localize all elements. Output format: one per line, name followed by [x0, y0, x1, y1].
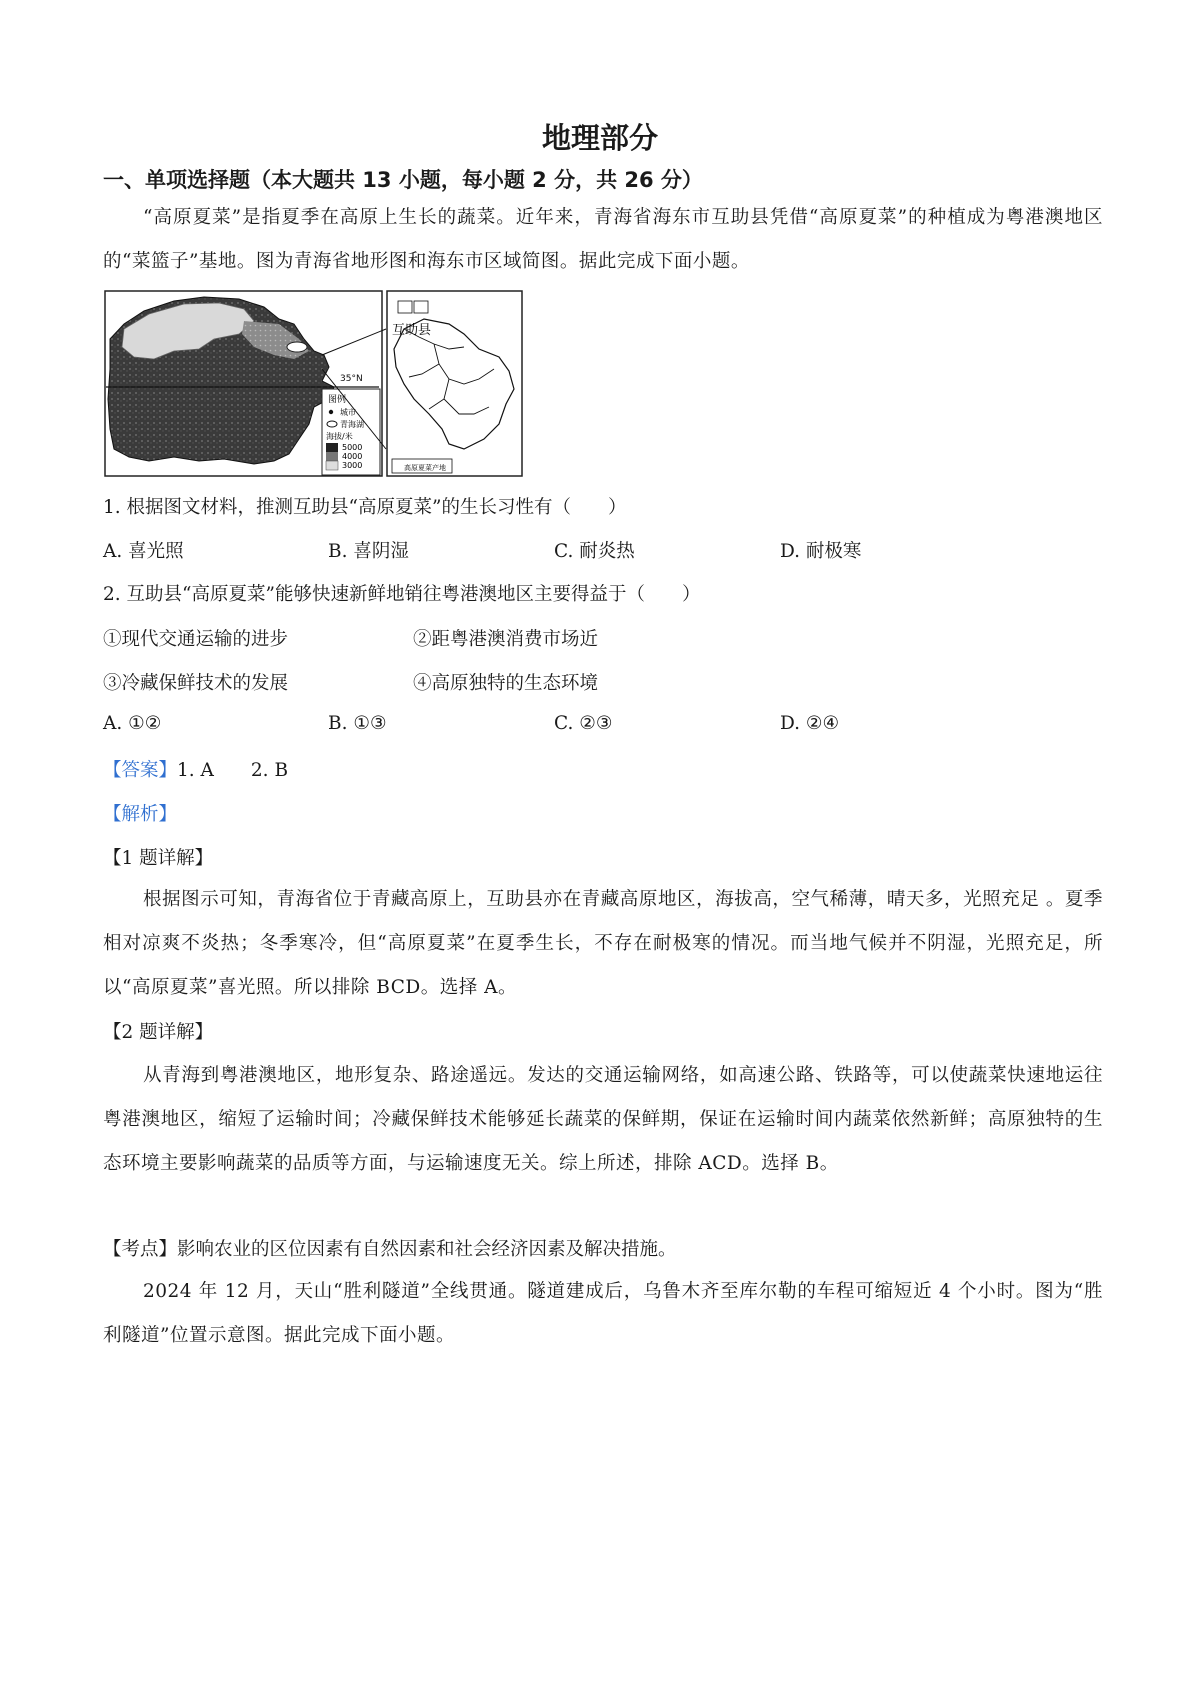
legend-altitude: 海拔/米 — [326, 432, 353, 441]
q2-option-c[interactable]: C. ②③ — [554, 713, 613, 734]
legend-lake: 青海湖 — [340, 420, 364, 429]
q2-item-4: ④高原独特的生态环境 — [413, 673, 599, 694]
q2-item-2: ②距粤港澳消费市场近 — [413, 629, 599, 650]
intro-paragraph-2: 2024 年 12 月，天山“胜利隧道”全线贯通。隧道建成后，乌鲁木齐至库尔勒的车程可缩短近 4 个小时。图为“胜利隧道”位置示意图。据此完成下面小题。 — [103, 1281, 1103, 1346]
kaodian-line — [103, 1235, 677, 1265]
kaodian-text: 影响农业的区位因素有自然因素和社会经济因素及解决措施。 — [177, 1239, 677, 1260]
q2-option-d[interactable]: D. ②④ — [780, 713, 840, 734]
vegetable-icon — [398, 301, 412, 313]
q1-option-d[interactable]: D. 耐极寒 — [780, 541, 862, 562]
analysis-tag: 【解析】 — [103, 804, 178, 825]
detail-1-tag: 【1 题详解】 — [103, 848, 214, 869]
answer-text: 1. A 2. B — [177, 760, 289, 781]
lake-icon — [327, 421, 337, 427]
q1-option-a[interactable]: A. 喜光照 — [103, 541, 184, 562]
q1-option-b[interactable]: B. 喜阴湿 — [328, 541, 409, 562]
kaodian-tag: 【考点】 — [103, 1239, 178, 1260]
vegetable-icon — [414, 301, 428, 313]
legend-title: 图例 — [328, 395, 347, 405]
city-dot-icon — [329, 410, 333, 414]
legend-4000: 4000 — [342, 452, 363, 461]
legend-city: 城市 — [340, 408, 356, 417]
detail-1-text: 根据图示可知，青海省位于青藏高原上，互助县亦在青藏高原地区，海拔高，空气稀薄，晴天多，光照充足 。夏季相对凉爽不炎热；冬季寒冷，但“高原夏菜”在夏季生长，不存在耐极寒的情况。而当地气候并不阴湿，光照充足，所以“高原夏菜”喜光照。所以排除 BCD。选择 A。 — [103, 889, 1103, 998]
question-1-options — [0, 537, 1200, 567]
detail-2-text: 从青海到粤港澳地区，地形复杂、路途遥远。发达的交通运输网络，如高速公路、铁路等，可以使蔬菜快速地运往粤港澳地区，缩短了运输时间；冷藏保鲜技术能够延长蔬菜的保鲜期，保证在运输时间内蔬菜依然新鲜；高原独特的生态环境主要影响蔬菜的品质等方面，与运输速度无关。综上所述，排除 ACD。选择 B。 — [103, 1065, 1103, 1174]
inset-legend: 高原夏菜产地 — [404, 464, 446, 472]
legend-3000: 3000 — [342, 461, 363, 470]
answer-tag: 【答案】 — [103, 760, 178, 781]
detail-2-tag: 【2 题详解】 — [103, 1022, 214, 1043]
q2-item-3: ③冷藏保鲜技术的发展 — [103, 673, 289, 694]
map-figure — [104, 289, 524, 479]
q2-option-a[interactable]: A. ①② — [103, 713, 162, 734]
answer-line — [103, 756, 288, 786]
legend-5000: 5000 — [342, 443, 363, 452]
question-2-options — [0, 713, 1200, 743]
question-1-stem: 1. 根据图文材料，推测互助县“高原夏菜”的生长习性有（ ） — [103, 497, 627, 518]
q2-option-b[interactable]: B. ①③ — [328, 713, 387, 734]
lat-label: 35°N — [340, 374, 363, 384]
section-heading: 一、单项选择题（本大题共 13 小题，每小题 2 分，共 26 分） — [103, 168, 703, 192]
page-title: 地理部分 — [541, 121, 658, 155]
intro-paragraph-1: “高原夏菜”是指夏季在高原上生长的蔬菜。近年来，青海省海东市互助县凭借“高原夏菜”的种植成为粤港澳地区的“菜篮子”基地。图为青海省地形图和海东市区域简图。据此完成下面小题。 — [103, 207, 1103, 272]
q1-option-c[interactable]: C. 耐炎热 — [554, 541, 635, 562]
question-2-stem: 2. 互助县“高原夏菜”能够快速新鲜地销往粤港澳地区主要得益于（ ） — [103, 584, 701, 605]
q2-item-1: ①现代交通运输的进步 — [103, 629, 289, 650]
qinghai-map — [104, 289, 524, 479]
inset-label-huzhu: 互助县 — [392, 323, 432, 338]
